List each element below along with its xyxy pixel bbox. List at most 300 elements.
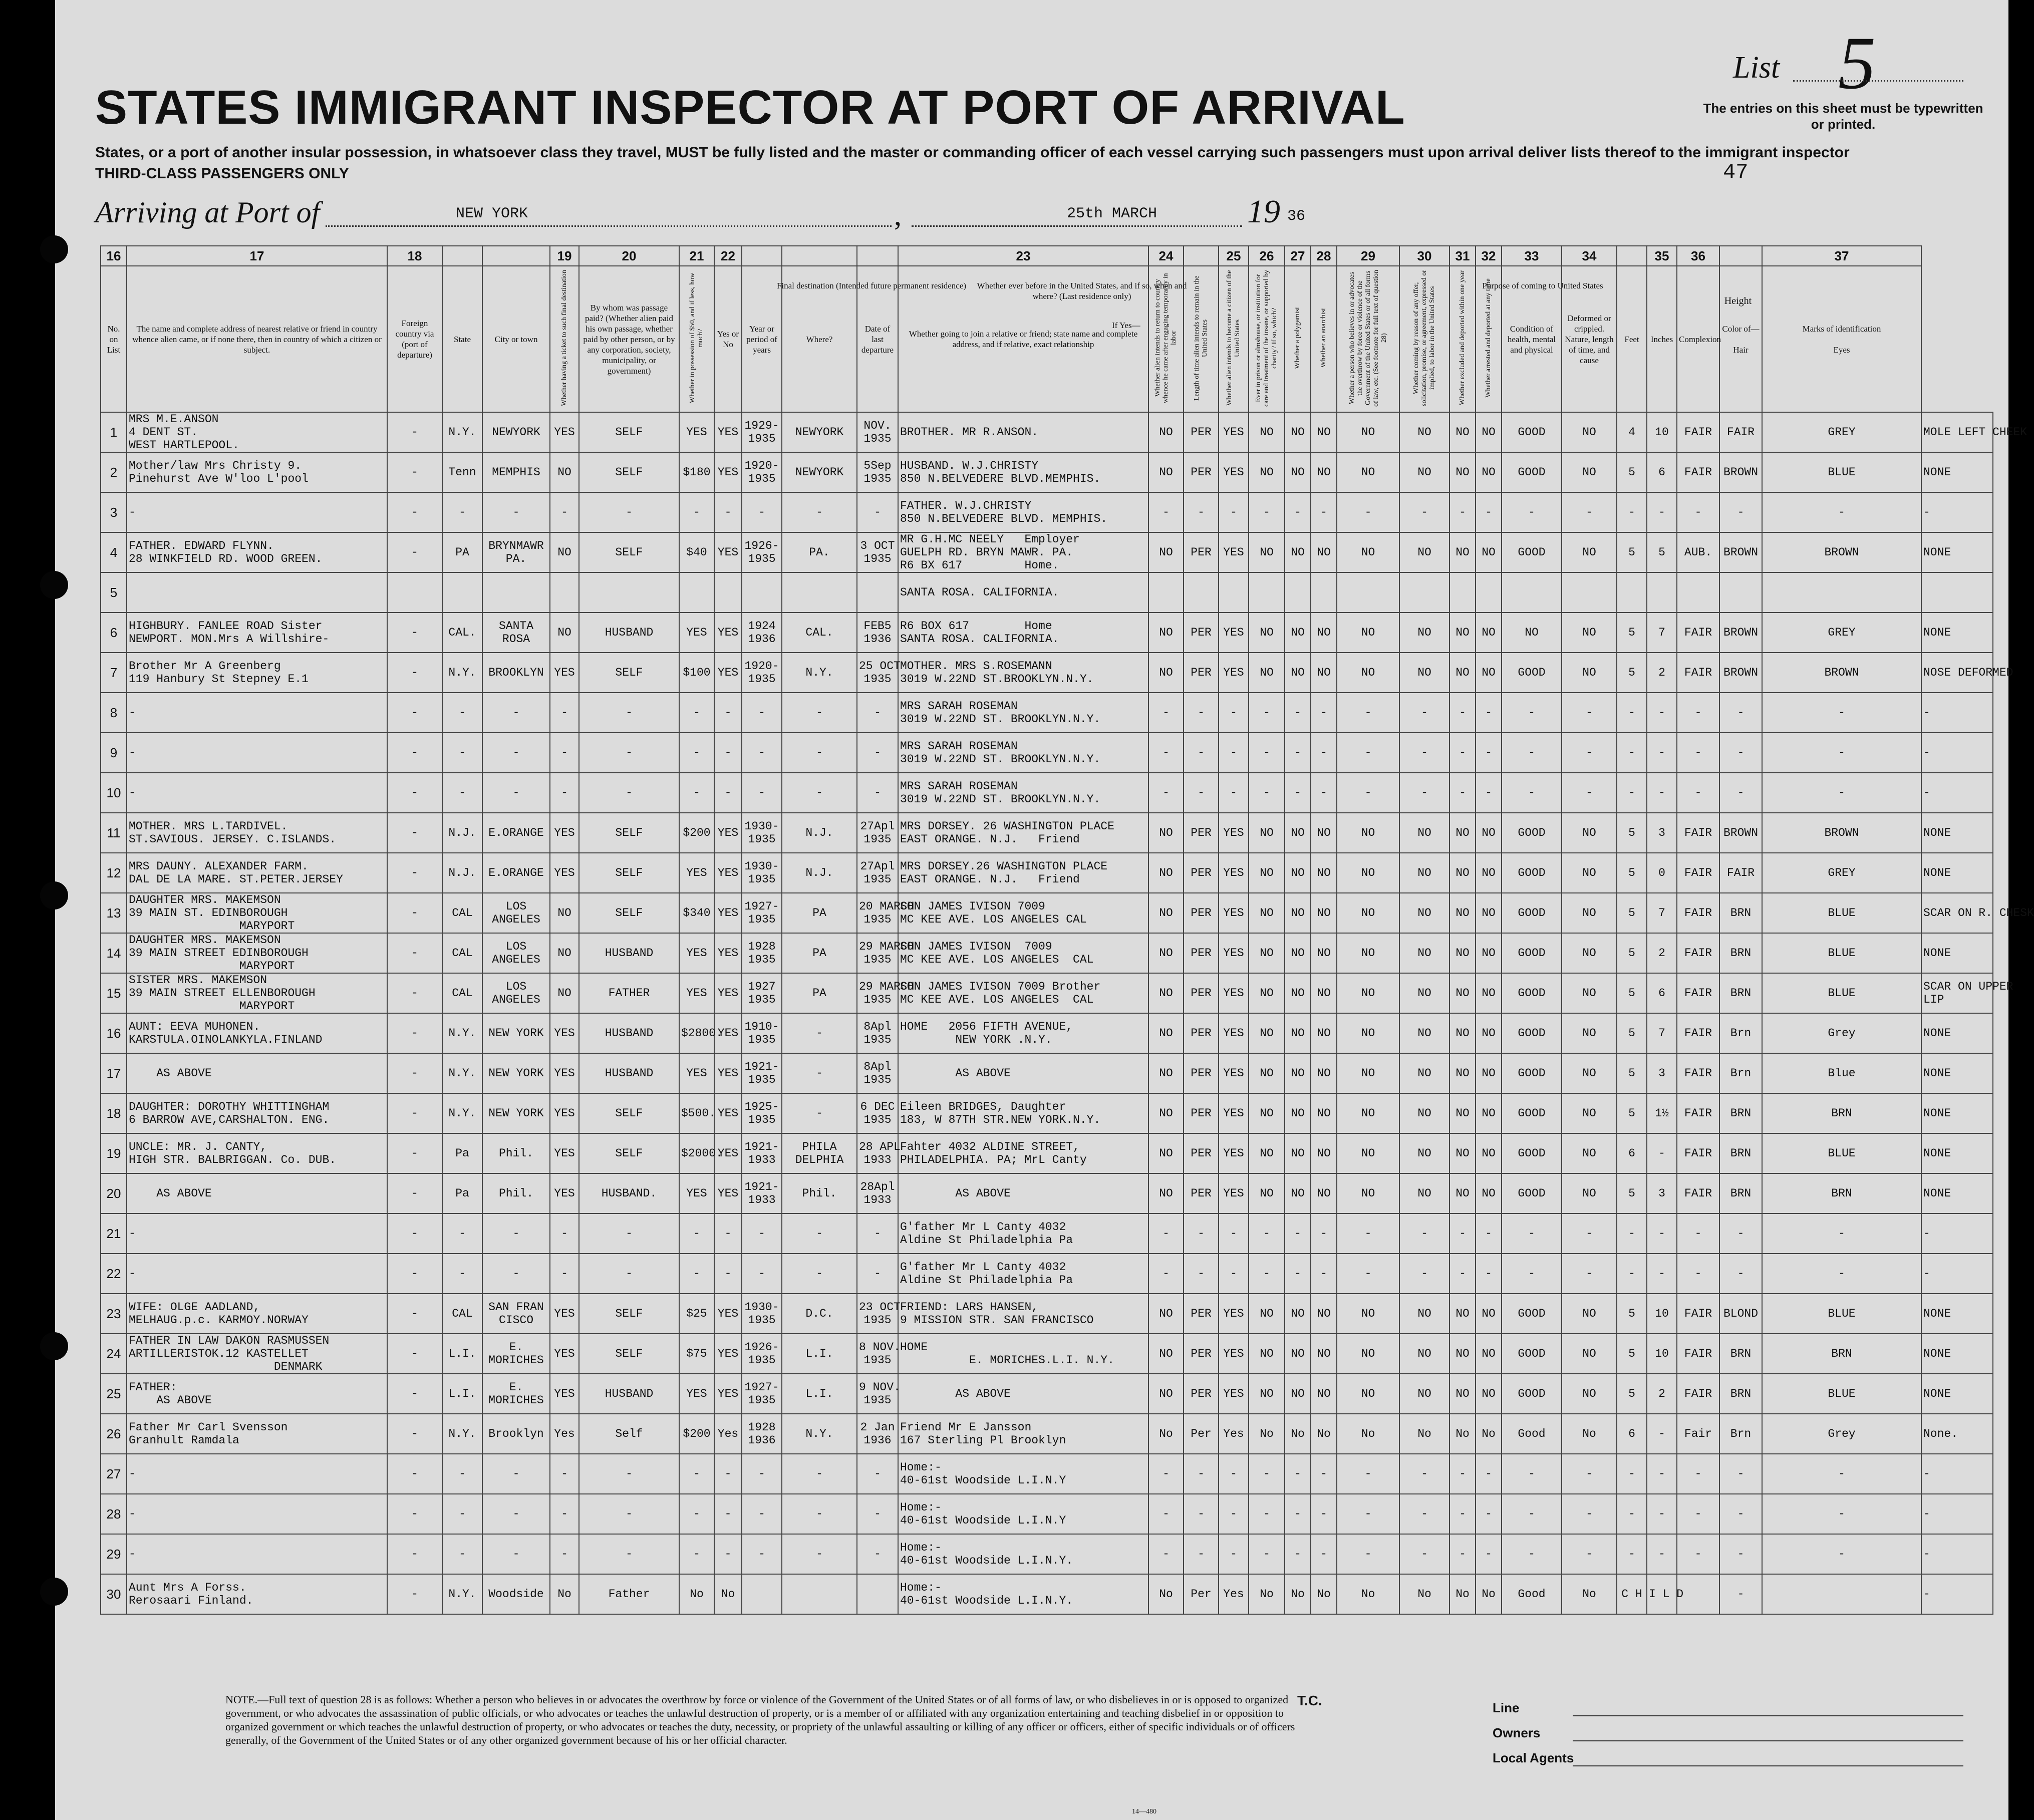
cell-deformed: No	[1562, 1414, 1617, 1454]
cell-marks: SCAR ON UPPER LIP	[1921, 973, 1993, 1013]
cell-ticket: NO	[550, 933, 579, 973]
cell-years: 1925- 1935	[742, 1093, 782, 1133]
cell-money: $500.	[679, 1093, 714, 1133]
cell-years: 1920- 1935	[742, 653, 782, 693]
cell-deformed: -	[1562, 733, 1617, 773]
cell-health: GOOD	[1502, 412, 1562, 452]
cell-years: -	[742, 773, 782, 813]
table-row	[101, 693, 1993, 733]
cell-complexion: FAIR	[1677, 1013, 1719, 1053]
cell-where: N.J.	[782, 853, 857, 893]
cell-eyes: BRN	[1762, 1093, 1921, 1133]
cell-via: -	[387, 1254, 442, 1294]
cell-deported: NO	[1476, 1294, 1502, 1334]
row-number: 19	[101, 1133, 127, 1173]
cell-state: Tenn	[442, 452, 482, 492]
cell-departure: -	[857, 1254, 898, 1294]
page-title: STATES IMMIGRANT INSPECTOR AT PORT OF ARRIVAL	[95, 81, 1405, 134]
cell-before: YES	[714, 1013, 742, 1053]
cell-feet: -	[1617, 1214, 1647, 1254]
cell-health: -	[1502, 1254, 1562, 1294]
column-number	[857, 246, 898, 266]
cell-paid: SELF	[579, 412, 679, 452]
cell-labor: -	[1399, 693, 1449, 733]
cell-polygamist: -	[1285, 1494, 1311, 1534]
cell-prison: NO	[1249, 933, 1285, 973]
cell-before: -	[714, 1494, 742, 1534]
cell-where: Phil.	[782, 1173, 857, 1214]
cell-paid: SELF	[579, 653, 679, 693]
cell-labor: NO	[1399, 1173, 1449, 1214]
cell-return: -	[1148, 773, 1184, 813]
cell-feet: 5	[1617, 653, 1647, 693]
cell-anarchist: NO	[1311, 1053, 1337, 1093]
cell-years: -	[742, 733, 782, 773]
cell-excluded: -	[1449, 1254, 1476, 1294]
cell-via: -	[387, 853, 442, 893]
cell-length: PER	[1184, 1013, 1219, 1053]
cell-excluded: -	[1449, 733, 1476, 773]
cell-marks: NOSE DEFORMED	[1921, 653, 1993, 693]
cell-prison: NO	[1249, 1093, 1285, 1133]
header-final-destination-group: Final destination (Intended future permanent residence)	[776, 281, 967, 290]
cell-ticket: -	[550, 1494, 579, 1534]
cell-length: PER	[1184, 1133, 1219, 1173]
cell-polygamist: NO	[1285, 893, 1311, 933]
cell-departure: 27Apl 1935	[857, 813, 898, 853]
cell-ticket: YES	[550, 653, 579, 693]
cell-health: GOOD	[1502, 1093, 1562, 1133]
cell-complexion: -	[1677, 1534, 1719, 1574]
cell-citizen: YES	[1219, 1133, 1249, 1173]
cell-citizen: YES	[1219, 613, 1249, 653]
cell-labor: NO	[1399, 1093, 1449, 1133]
cell-years: 1921- 1933	[742, 1133, 782, 1173]
header-labor-offer: Whether coming by reason of any offer, solicitation, promise, or agreement, expressed or implied, to labor in the United States	[1399, 266, 1449, 412]
row-number: 3	[101, 492, 127, 532]
cell-health: GOOD	[1502, 893, 1562, 933]
cell-where: -	[782, 773, 857, 813]
cell-relative: FATHER IN LAW DAKON RASMUSSEN ARTILLERISTOK.12 KASTELLET DENMARK	[127, 1334, 387, 1374]
cell-labor: -	[1399, 1494, 1449, 1534]
cell-paid: HUSBAND	[579, 1013, 679, 1053]
cell-citizen: -	[1219, 693, 1249, 733]
cell-paid: Father	[579, 1574, 679, 1614]
cell-eyes: -	[1762, 1494, 1921, 1534]
cell-anarchist	[1311, 572, 1337, 613]
cell-excluded: NO	[1449, 1294, 1476, 1334]
cell-money	[679, 572, 714, 613]
cell-deported: -	[1476, 1534, 1502, 1574]
cell-joining: MRS SARAH ROSEMAN 3019 W.22ND ST. BROOKLYN.N.Y.	[898, 773, 1148, 813]
cell-deported: NO	[1476, 893, 1502, 933]
cell-polygamist: NO	[1285, 412, 1311, 452]
row-number: 22	[101, 1254, 127, 1294]
cell-feet: 5	[1617, 973, 1647, 1013]
cell-eyes: -	[1762, 733, 1921, 773]
cell-q28: NO	[1337, 973, 1399, 1013]
cell-complexion: FAIR	[1677, 1133, 1719, 1173]
header-hair: Color of— Hair	[1719, 266, 1762, 412]
table-row	[101, 1254, 1993, 1294]
column-number: 19	[550, 246, 579, 266]
cell-return: NO	[1148, 1093, 1184, 1133]
cell-anarchist: NO	[1311, 1334, 1337, 1374]
cell-years: -	[742, 1214, 782, 1254]
cell-q28: -	[1337, 1494, 1399, 1534]
cell-length: PER	[1184, 1374, 1219, 1414]
cell-deformed: No	[1562, 1574, 1617, 1614]
cell-via: -	[387, 653, 442, 693]
cell-anarchist: NO	[1311, 853, 1337, 893]
cell-citizen: YES	[1219, 853, 1249, 893]
table-row	[101, 1574, 1993, 1614]
cell-deported: NO	[1476, 532, 1502, 572]
cell-complexion: FAIR	[1677, 853, 1719, 893]
cell-departure: 23 OCT 1935	[857, 1294, 898, 1334]
column-number	[1184, 246, 1219, 266]
cell-q28: -	[1337, 733, 1399, 773]
cell-departure: 5Sep 1935	[857, 452, 898, 492]
cell-feet: C H	[1617, 1574, 1647, 1614]
cell-complexion: -	[1677, 733, 1719, 773]
cell-complexion: FAIR	[1677, 1053, 1719, 1093]
cell-inches: 1½	[1647, 1093, 1677, 1133]
cell-q28: No	[1337, 1414, 1399, 1454]
cell-length: -	[1184, 1454, 1219, 1494]
cell-eyes: -	[1762, 1454, 1921, 1494]
cell-city: E.ORANGE	[482, 853, 550, 893]
cell-inches	[1647, 572, 1677, 613]
cell-city: LOS ANGELES	[482, 933, 550, 973]
cell-hair: -	[1719, 773, 1762, 813]
cell-marks: NONE	[1921, 452, 1993, 492]
cell-q28: NO	[1337, 853, 1399, 893]
table-row	[101, 1414, 1993, 1454]
cell-feet: 5	[1617, 1294, 1647, 1334]
cell-citizen: YES	[1219, 893, 1249, 933]
cell-joining: Home:- 40-61st Woodside L.I.N.Y	[898, 1454, 1148, 1494]
cell-length: PER	[1184, 813, 1219, 853]
cell-joining: Fahter 4032 ALDINE STREET, PHILADELPHIA. PA; MrL Canty	[898, 1133, 1148, 1173]
cell-city: SANTA ROSA	[482, 613, 550, 653]
cell-deported: NO	[1476, 973, 1502, 1013]
cell-deported: -	[1476, 693, 1502, 733]
cell-deformed: NO	[1562, 813, 1617, 853]
cell-deformed: NO	[1562, 933, 1617, 973]
cell-labor: -	[1399, 1214, 1449, 1254]
cell-labor: -	[1399, 1254, 1449, 1294]
cell-ticket: YES	[550, 1013, 579, 1053]
cell-polygamist: -	[1285, 773, 1311, 813]
cell-deformed: -	[1562, 1214, 1617, 1254]
cell-ticket: YES	[550, 1053, 579, 1093]
cell-money: $180	[679, 452, 714, 492]
cell-polygamist: -	[1285, 733, 1311, 773]
cell-before: Yes	[714, 1414, 742, 1454]
cell-eyes: BLUE	[1762, 893, 1921, 933]
cell-where: PHILA DELPHIA	[782, 1133, 857, 1173]
cell-city: -	[482, 733, 550, 773]
cell-via: -	[387, 973, 442, 1013]
cell-anarchist: NO	[1311, 452, 1337, 492]
cell-relative: MRS DAUNY. ALEXANDER FARM. DAL DE LA MARE. ST.PETER.JERSEY	[127, 853, 387, 893]
cell-city: -	[482, 1494, 550, 1534]
cell-via: -	[387, 1214, 442, 1254]
cell-state: -	[442, 1214, 482, 1254]
cell-via: -	[387, 492, 442, 532]
cell-citizen: YES	[1219, 452, 1249, 492]
cell-money: -	[679, 1494, 714, 1534]
cell-health: -	[1502, 693, 1562, 733]
cell-hair: FAIR	[1719, 412, 1762, 452]
cell-marks: NONE	[1921, 1053, 1993, 1093]
cell-relative: -	[127, 1454, 387, 1494]
cell-hair: Brn	[1719, 1013, 1762, 1053]
row-number: 10	[101, 773, 127, 813]
cell-citizen: YES	[1219, 1093, 1249, 1133]
cell-ticket: -	[550, 492, 579, 532]
cell-return: NO	[1148, 1053, 1184, 1093]
cell-inches: 5	[1647, 532, 1677, 572]
cell-joining: AS ABOVE	[898, 1374, 1148, 1414]
cell-marks: NONE	[1921, 1374, 1993, 1414]
cell-feet: 5	[1617, 1093, 1647, 1133]
cell-anarchist: NO	[1311, 973, 1337, 1013]
cell-state: CAL	[442, 933, 482, 973]
cell-health: GOOD	[1502, 813, 1562, 853]
cell-state: -	[442, 733, 482, 773]
cell-return: No	[1148, 1414, 1184, 1454]
cell-length: PER	[1184, 1093, 1219, 1133]
cell-citizen: YES	[1219, 813, 1249, 853]
cell-marks: NONE	[1921, 853, 1993, 893]
cell-deformed: NO	[1562, 1374, 1617, 1414]
cell-return: -	[1148, 733, 1184, 773]
cell-relative: -	[127, 693, 387, 733]
cell-years: -	[742, 1454, 782, 1494]
table-row	[101, 1093, 1993, 1133]
cell-return: NO	[1148, 532, 1184, 572]
cell-hair: -	[1719, 1574, 1762, 1614]
year-prefix: 19	[1247, 193, 1280, 230]
column-number	[782, 246, 857, 266]
cell-prison: NO	[1249, 973, 1285, 1013]
cell-return: NO	[1148, 813, 1184, 853]
cell-city: -	[482, 1254, 550, 1294]
cell-departure: FEB5 1936	[857, 613, 898, 653]
cell-polygamist: NO	[1285, 1133, 1311, 1173]
cell-return: NO	[1148, 1334, 1184, 1374]
cell-anarchist: -	[1311, 1214, 1337, 1254]
cell-q28: NO	[1337, 1093, 1399, 1133]
row-number: 17	[101, 1053, 127, 1093]
cell-excluded: -	[1449, 1494, 1476, 1534]
cell-citizen: YES	[1219, 973, 1249, 1013]
cell-joining: MRS DORSEY.26 WASHINGTON PLACE EAST ORANGE. N.J. Friend	[898, 853, 1148, 893]
cell-via: -	[387, 1574, 442, 1614]
cell-via: -	[387, 813, 442, 853]
cell-paid: SELF	[579, 452, 679, 492]
cell-health: Good	[1502, 1574, 1562, 1614]
cell-length: -	[1184, 1494, 1219, 1534]
cell-deported: NO	[1476, 412, 1502, 452]
cell-via: -	[387, 1534, 442, 1574]
cell-polygamist: NO	[1285, 853, 1311, 893]
cell-return: -	[1148, 1494, 1184, 1534]
cell-eyes: BLUE	[1762, 452, 1921, 492]
cell-anarchist: No	[1311, 1414, 1337, 1454]
header-foreign-country: Foreign country via (port of departure)	[387, 266, 442, 412]
row-number: 24	[101, 1334, 127, 1374]
cell-before: YES	[714, 973, 742, 1013]
cell-anarchist: NO	[1311, 1013, 1337, 1053]
arrival-label: Arriving at Port of	[95, 196, 320, 229]
cell-where: D.C.	[782, 1294, 857, 1334]
local-agents-label: Local Agents	[1493, 1750, 1574, 1765]
cell-complexion: -	[1677, 1254, 1719, 1294]
cell-citizen: YES	[1219, 532, 1249, 572]
cell-money: -	[679, 1254, 714, 1294]
cell-where: -	[782, 1013, 857, 1053]
cell-hair: Brn	[1719, 1053, 1762, 1093]
cell-q28: NO	[1337, 1133, 1399, 1173]
cell-complexion: AUB.	[1677, 532, 1719, 572]
column-number: 35	[1647, 246, 1677, 266]
table-row	[101, 973, 1993, 1013]
cell-deformed	[1562, 572, 1617, 613]
cell-deported: -	[1476, 1494, 1502, 1534]
cell-city: -	[482, 1214, 550, 1254]
cell-complexion: -	[1677, 693, 1719, 733]
cell-eyes: BRN	[1762, 1334, 1921, 1374]
cell-eyes: BLUE	[1762, 1294, 1921, 1334]
header-where: Where?	[782, 266, 857, 412]
header-excluded: Whether excluded and deported within one year	[1449, 266, 1476, 412]
cell-length: -	[1184, 693, 1219, 733]
row-number: 21	[101, 1214, 127, 1254]
cell-via: -	[387, 1294, 442, 1334]
cell-citizen: -	[1219, 1454, 1249, 1494]
cell-q28: -	[1337, 1534, 1399, 1574]
cell-anarchist: NO	[1311, 893, 1337, 933]
cell-money: $25	[679, 1294, 714, 1334]
cell-money: $200	[679, 1414, 714, 1454]
row-number: 29	[101, 1534, 127, 1574]
cell-money: No	[679, 1574, 714, 1614]
manifest-sheet	[55, 0, 2034, 1820]
punch-hole	[40, 881, 68, 909]
cell-ticket: YES	[550, 1334, 579, 1374]
column-number: 32	[1476, 246, 1502, 266]
row-number: 23	[101, 1294, 127, 1334]
table-row	[101, 813, 1993, 853]
table-row	[101, 1133, 1993, 1173]
column-number: 20	[579, 246, 679, 266]
cell-complexion: FAIR	[1677, 1173, 1719, 1214]
cell-feet: -	[1617, 1494, 1647, 1534]
cell-money: $100	[679, 653, 714, 693]
column-number: 21	[679, 246, 714, 266]
cell-ticket: YES	[550, 853, 579, 893]
cell-prison: NO	[1249, 653, 1285, 693]
row-number: 20	[101, 1173, 127, 1214]
cell-polygamist: -	[1285, 492, 1311, 532]
cell-inches: 7	[1647, 1013, 1677, 1053]
cell-joining: HOME E. MORICHES.L.I. N.Y.	[898, 1334, 1148, 1374]
cell-before: YES	[714, 813, 742, 853]
cell-joining: FRIEND: LARS HANSEN, 9 MISSION STR. SAN FRANCISCO	[898, 1294, 1148, 1334]
cell-prison: -	[1249, 1454, 1285, 1494]
cell-labor: NO	[1399, 1053, 1449, 1093]
cell-length: PER	[1184, 1294, 1219, 1334]
cell-feet: 5	[1617, 452, 1647, 492]
cell-money: YES	[679, 613, 714, 653]
punch-hole	[40, 235, 68, 263]
cell-q28: -	[1337, 1214, 1399, 1254]
cell-eyes: BROWN	[1762, 653, 1921, 693]
cell-citizen: YES	[1219, 1294, 1249, 1334]
arrival-date: 25th MARCH	[1067, 205, 1157, 222]
cell-where	[782, 572, 857, 613]
cell-ticket: -	[550, 1254, 579, 1294]
cell-inches: 6	[1647, 973, 1677, 1013]
cell-via: -	[387, 1334, 442, 1374]
cell-departure: -	[857, 773, 898, 813]
cell-joining: SANTA ROSA. CALIFORNIA.	[898, 572, 1148, 613]
cell-citizen: -	[1219, 773, 1249, 813]
cell-hair: -	[1719, 693, 1762, 733]
cell-hair: FAIR	[1719, 853, 1762, 893]
cell-paid: -	[579, 693, 679, 733]
cell-return: NO	[1148, 452, 1184, 492]
cell-prison	[1249, 572, 1285, 613]
cell-inches: 7	[1647, 893, 1677, 933]
cell-prison: No	[1249, 1414, 1285, 1454]
cell-city: LOS ANGELES	[482, 893, 550, 933]
cell-deformed: NO	[1562, 893, 1617, 933]
header-deformed: Deformed or crippled. Nature, length of time, and cause	[1562, 266, 1617, 412]
cell-marks: -	[1921, 1454, 1993, 1494]
cell-deported: -	[1476, 1454, 1502, 1494]
cell-where	[782, 1574, 857, 1614]
cell-health: Good	[1502, 1414, 1562, 1454]
cell-departure: 9 NOV. 1935	[857, 1374, 898, 1414]
cell-prison: NO	[1249, 452, 1285, 492]
cell-eyes: -	[1762, 1214, 1921, 1254]
cell-joining: HUSBAND. W.J.CHRISTY 850 N.BELVEDERE BLVD.MEMPHIS.	[898, 452, 1148, 492]
cell-joining: G'father Mr L Canty 4032 Aldine St Philadelphia Pa	[898, 1254, 1148, 1294]
cell-departure: -	[857, 492, 898, 532]
column-number: 37	[1762, 246, 1921, 266]
cell-length: -	[1184, 1254, 1219, 1294]
cell-length: PER	[1184, 973, 1219, 1013]
cell-inches: 10	[1647, 1294, 1677, 1334]
cell-before: YES	[714, 1173, 742, 1214]
cell-excluded: NO	[1449, 973, 1476, 1013]
cell-feet: 5	[1617, 1374, 1647, 1414]
cell-health: GOOD	[1502, 1294, 1562, 1334]
cell-excluded: NO	[1449, 933, 1476, 973]
cell-health: -	[1502, 492, 1562, 532]
cell-city: E. MORICHES	[482, 1374, 550, 1414]
cell-feet: -	[1617, 492, 1647, 532]
cell-excluded: NO	[1449, 653, 1476, 693]
cell-ticket: NO	[550, 613, 579, 653]
cell-marks: NONE	[1921, 1334, 1993, 1374]
cell-length: PER	[1184, 653, 1219, 693]
cell-excluded: NO	[1449, 412, 1476, 452]
